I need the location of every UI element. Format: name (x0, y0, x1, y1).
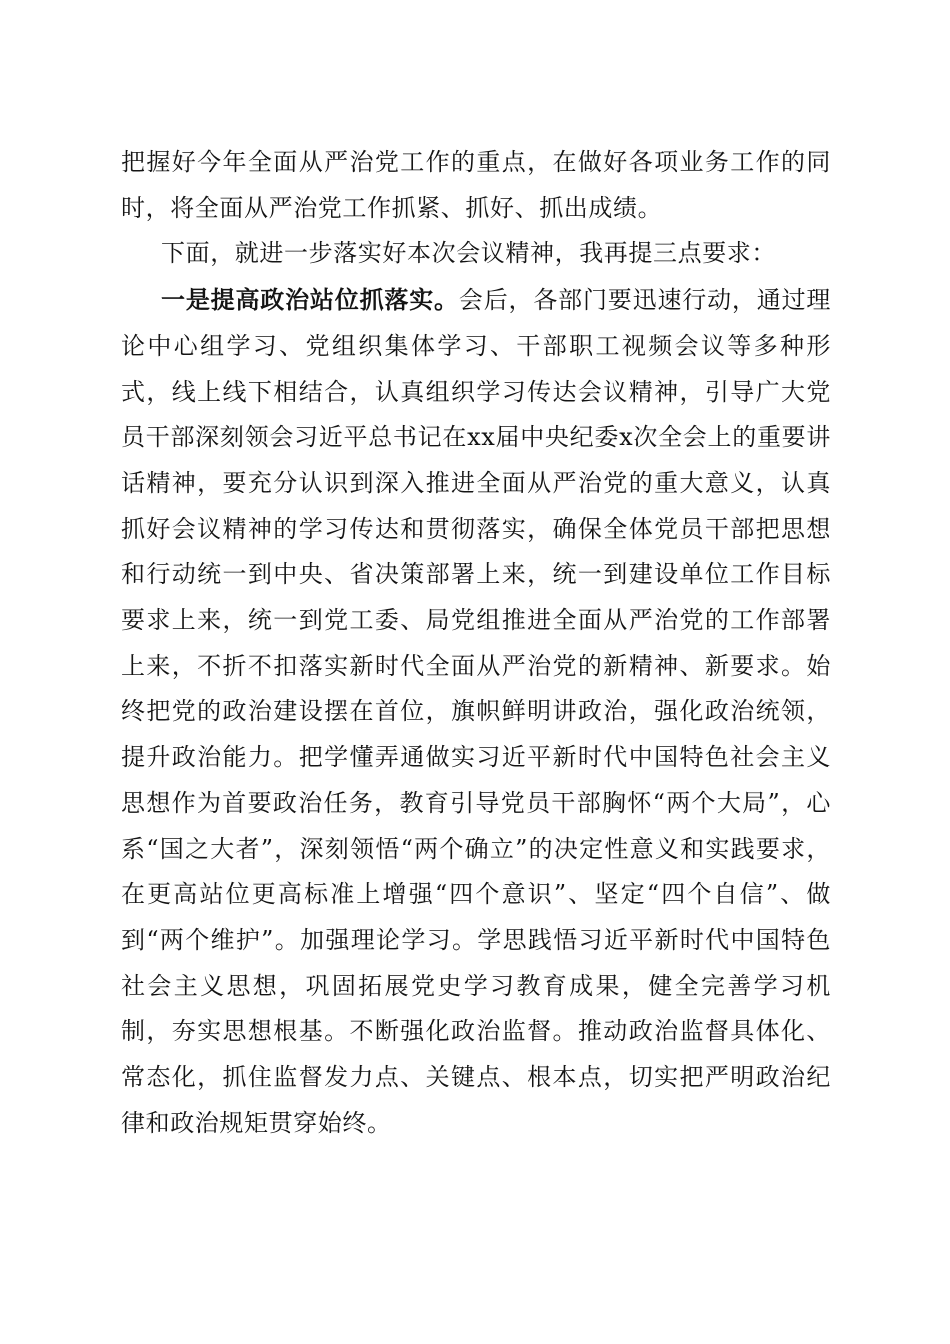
paragraph-continuation: 把握好今年全面从严治党工作的重点，在做好各项业务工作的同时，将全面从严治党工作抓紧、抓好、抓出成绩。 (121, 148, 831, 222)
paragraph-requirement-one (121, 277, 831, 1146)
requirement-one-heading: 一是提高政治站位抓落实。 (161, 285, 459, 315)
paragraph-intro-requirements: 下面，就进一步落实好本次会议精神，我再提三点要求： (161, 239, 776, 268)
document-body (121, 140, 831, 1146)
requirement-one-body: 会后，各部门要迅速行动，通过理论中心组学习、党组织集体学习、干部职工视频会议等多种形式，线上线下相结合，认真组织学习传达会议精神，引导广大党员干部深刻领会习近平总书记在xx届中央纪委x次全会上的重要讲话精神，要充分认识到深入推进全面从严治党的重大意义，认真抓好会议精神的学习传达和贯彻落实，确保全体党员干部把思想和行动统一到中央、省决策部署上来，统一到建设单位工作目标要求上来，统一到党工委、局党组推进全面从严治党的工作部署上来，不折不扣落实新时代全面从严治党的新精神、新要求。始终把党的政治建设摆在首位，旗帜鲜明讲政治，强化政治统领，提升政治能力。把学懂弄通做实习近平新时代中国特色社会主义思想作为首要政治任务，教育引导党员干部胸怀“两个大局”，心系“国之大者”，深刻领悟“两个确立”的决定性意义和实践要求，在更高站位更高标准上增强“四个意识”、坚定“四个自信”、做到“两个维护”。加强理论学习。学思践悟习近平新时代中国特色社会主义思想，巩固拓展党史学习教育成果，健全完善学习机制，夯实思想根基。不断强化政治监督。推动政治监督具体化、常态化，抓住监督发力点、关键点、根本点，切实把严明政治纪律和政治规矩贯穿始终。 (121, 286, 831, 1137)
